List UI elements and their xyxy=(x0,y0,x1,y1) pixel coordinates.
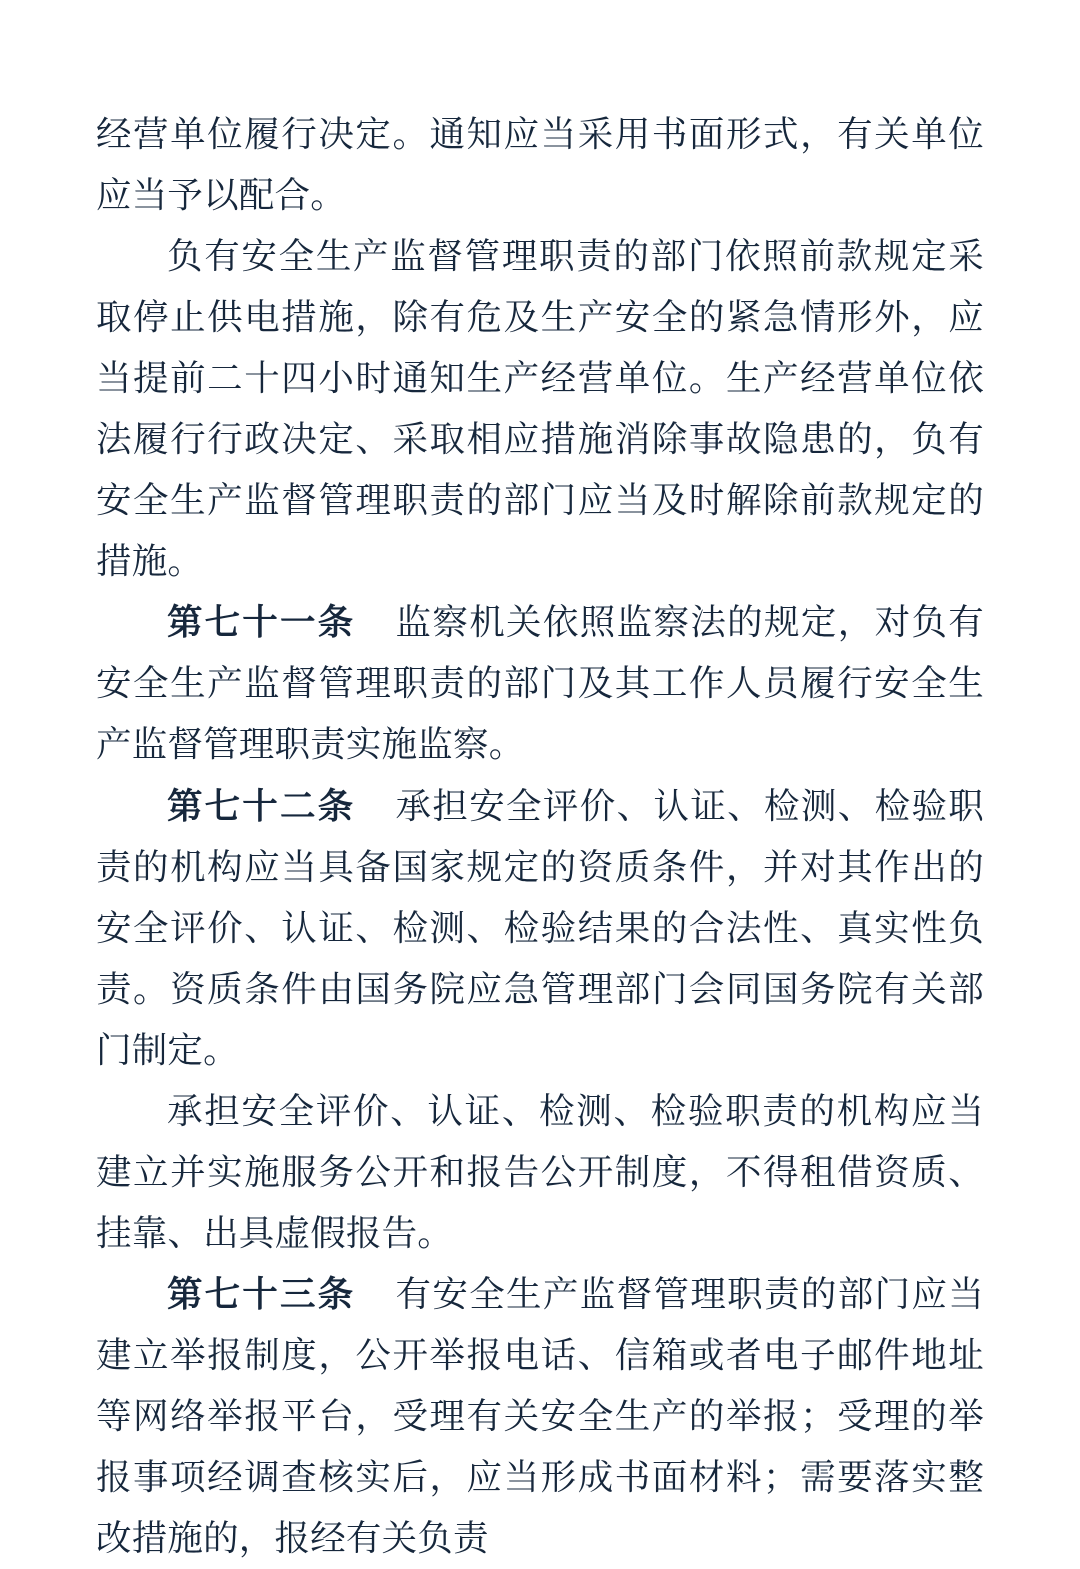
article-paragraph xyxy=(96,1264,984,1569)
paragraph-text: 监察机关依照监察法的规定，对负有安全生产监督管理职责的部门及其工作人员履行安全生产监督管理职责实施监察。 xyxy=(96,602,984,765)
paragraph-text: 经营单位履行决定。通知应当采用书面形式，有关单位应当予以配合。 xyxy=(96,114,984,216)
document-body xyxy=(96,104,984,1569)
paragraph-text: 负有安全生产监督管理职责的部门依照前款规定采取停止供电措施，除有危及生产安全的紧急情形外，应当提前二十四小时通知生产经营单位。生产经营单位依法履行行政决定、采取相应措施消除事故隐患的，负有安全生产监督管理职责的部门应当及时解除前款规定的措施。 xyxy=(96,236,984,582)
article-number: 第七十二条 xyxy=(167,785,356,826)
paragraph xyxy=(96,1081,984,1264)
paragraph-text: 承担安全评价、认证、检测、检验职责的机构应当建立并实施服务公开和报告公开制度，不得租借资质、挂靠、出具虚假报告。 xyxy=(96,1090,984,1253)
paragraph xyxy=(96,226,984,592)
paragraph xyxy=(96,104,984,226)
article-paragraph xyxy=(96,776,984,1081)
article-number: 第七十三条 xyxy=(167,1273,356,1314)
paragraph-text: 承担安全评价、认证、检测、检验职责的机构应当具备国家规定的资质条件，并对其作出的安全评价、认证、检测、检验结果的合法性、真实性负责。资质条件由国务院应急管理部门会同国务院有关部门制定。 xyxy=(96,785,984,1070)
article-paragraph xyxy=(96,592,984,775)
paragraph-text: 有安全生产监督管理职责的部门应当建立举报制度，公开举报电话、信箱或者电子邮件地址等网络举报平台，受理有关安全生产的举报；受理的举报事项经调查核实后，应当形成书面材料；需要落实整改措施的，报经有关负责 xyxy=(96,1273,984,1559)
article-number: 第七十一条 xyxy=(167,602,356,643)
